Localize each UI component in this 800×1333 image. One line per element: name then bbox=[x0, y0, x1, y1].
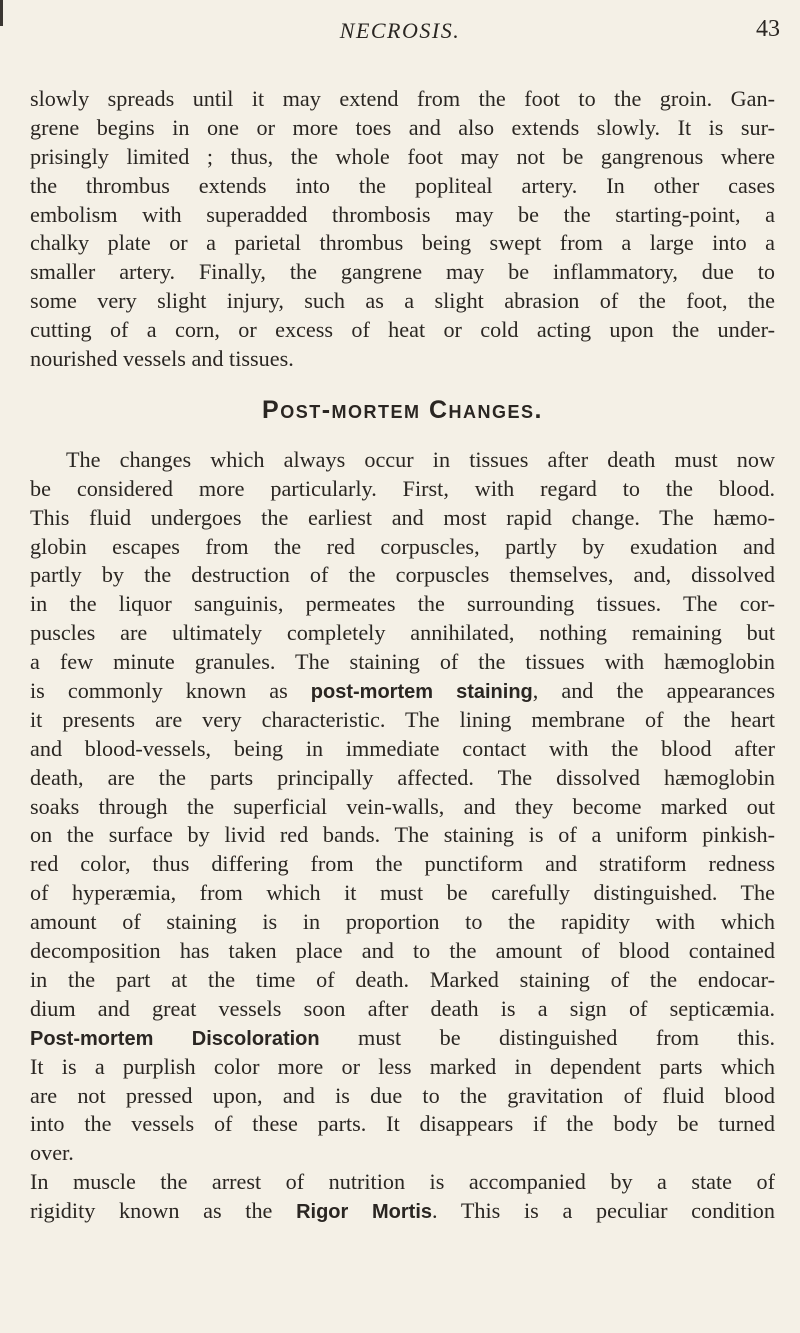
bold-term: Rigor Mortis bbox=[296, 1201, 433, 1224]
text-line: a few minute granules. The staining of the tissues with hæmoglobin bbox=[30, 649, 775, 675]
text-line: are not pressed upon, and is due to the gravitation of fluid blood bbox=[30, 1082, 775, 1108]
text-line: soaks through the superficial vein-walls, and they become marked out bbox=[30, 793, 775, 819]
bold-term: post-mortem staining bbox=[310, 681, 533, 704]
text-line: partly by the destruction of the corpuscles themselves, and, dissolved bbox=[30, 562, 775, 588]
text-line: in the liquor sanguinis, permeates the surrounding tissues. The cor- bbox=[30, 591, 775, 617]
text-line: the thrombus extends into the popliteal artery. In other cases bbox=[30, 172, 775, 198]
text-line: red color, thus differing from the punctiform and stratiform redness bbox=[30, 851, 775, 877]
text-line: it presents are very characteristic. The lining membrane of the heart bbox=[30, 706, 775, 732]
text-segment: rigidity known as the bbox=[30, 1198, 297, 1224]
text-line: globin escapes from the red corpuscles, partly by exudation and bbox=[30, 533, 775, 559]
text-segment: must be distinguished from this. bbox=[319, 1024, 775, 1050]
text-line: nourished vessels and tissues. bbox=[30, 346, 294, 372]
text-line: into the vessels of these parts. It disappears if the body be turned bbox=[30, 1111, 775, 1137]
section-heading: Post-mortem Changes. bbox=[262, 395, 543, 424]
text-line: be considered more particularly. First, with regard to the blood. bbox=[30, 475, 775, 501]
text-line: grene begins in one or more toes and also extends slowly. It is sur- bbox=[30, 114, 775, 140]
text-line: on the surface by livid red bands. The staining is of a uniform pinkish- bbox=[30, 822, 775, 848]
text-line: and blood-vessels, being in immediate contact with the blood after bbox=[30, 735, 775, 761]
text-line: prisingly limited ; thus, the whole foot may not be gangrenous where bbox=[30, 143, 775, 169]
text-line: dium and great vessels soon after death is a sign of septicæmia. bbox=[30, 995, 775, 1021]
text-line: death, are the parts principally affected. The dissolved hæmoglobin bbox=[30, 764, 775, 790]
bold-term: Post-mortem Discoloration bbox=[30, 1027, 320, 1050]
text-line: decomposition has taken place and to the amount of blood contained bbox=[30, 938, 775, 964]
text-segment: is commonly known as bbox=[30, 678, 311, 704]
text-line: some very slight injury, such as a slight abrasion of the foot, the bbox=[30, 288, 775, 314]
text-line: It is a purplish color more or less marked in dependent parts which bbox=[30, 1053, 775, 1079]
text-line: smaller artery. Finally, the gangrene may be inflammatory, due to bbox=[30, 259, 775, 285]
text-line: This fluid undergoes the earliest and most rapid change. The hæmo- bbox=[30, 504, 775, 530]
text-line: embolism with superadded thrombosis may be the starting-point, a bbox=[30, 201, 775, 227]
text-line: in the part at the time of death. Marked staining of the endocar- bbox=[30, 966, 775, 992]
text-segment: . This is a peculiar condition bbox=[432, 1198, 775, 1224]
text-line: chalky plate or a parietal thrombus being swept from a large into a bbox=[30, 230, 775, 256]
text-line: slowly spreads until it may extend from the foot to the groin. Gan- bbox=[30, 86, 775, 111]
running-head bbox=[0, 16, 800, 56]
page-number: 43 bbox=[756, 16, 780, 42]
text-line: over. bbox=[30, 1140, 74, 1166]
text-line: of hyperæmia, from which it must be carefully distinguished. The bbox=[30, 880, 775, 906]
text-line: The changes which always occur in tissues after death must now bbox=[66, 446, 775, 472]
text-line: puscles are ultimately completely annihilated, nothing remaining but bbox=[30, 620, 775, 646]
text-line bbox=[30, 677, 775, 706]
text-line: In muscle the arrest of nutrition is accompanied by a state of bbox=[30, 1169, 775, 1195]
text-line: amount of staining is in proportion to the rapidity with which bbox=[30, 909, 775, 935]
text-line bbox=[30, 1197, 775, 1226]
body-text bbox=[30, 85, 775, 1226]
text-line bbox=[30, 1024, 775, 1053]
running-title: NECROSIS. bbox=[339, 18, 461, 43]
text-line: cutting of a corn, or excess of heat or cold acting upon the under- bbox=[30, 317, 775, 343]
text-segment: , and the appearances bbox=[532, 678, 775, 704]
